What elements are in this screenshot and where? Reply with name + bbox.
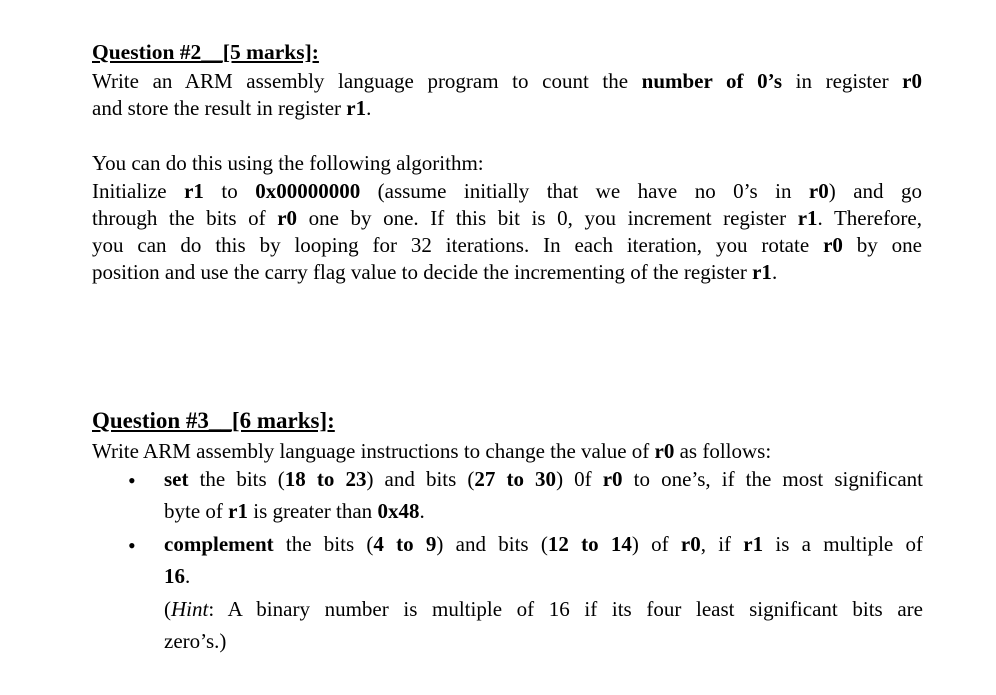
q2-algorithm-line-1: Initialize r1 to 0x00000000 (assume initially that we have no 0’s in r0) and go [92, 179, 922, 203]
q3-bullet-1-line-2: byte of r1 is greater than 0x48. [164, 499, 425, 523]
question-3-heading: Question #3__[6 marks]: [92, 408, 335, 433]
bullet-1-icon: • [128, 468, 136, 493]
q2-algorithm-line-3: you can do this by looping for 32 iterations. In each iteration, you rotate r0 by one [92, 233, 923, 257]
q2-intro-line-2: and store the result in register r1. [92, 96, 372, 120]
q3-hint-line-2: zero’s.) [164, 629, 227, 653]
bullet-2-icon: • [128, 533, 136, 558]
q3-bullet-2-line-1: complement the bits (4 to 9) and bits (12 to 14) of r0, if r1 is a multiple of [164, 532, 923, 556]
q3-bullet-1-line-1: set the bits (18 to 23) and bits (27 to 30) 0f r0 to one’s, if the most significant [164, 467, 923, 491]
q2-algorithm-line-4: position and use the carry flag value to decide the incrementing of the register r1. [92, 260, 778, 284]
q2-intro-line-1: Write an ARM assembly language program to count the number of 0’s in register r0 [92, 69, 922, 93]
q3-hint-line-1: (Hint: A binary number is multiple of 16 if its four least significant bits are [164, 597, 923, 621]
q3-bullet-2-line-2: 16. [164, 564, 191, 588]
q3-intro: Write ARM assembly language instructions to change the value of r0 as follows: [92, 439, 772, 463]
q2-algorithm-line-2: through the bits of r0 one by one. If this bit is 0, you increment register r1. Therefore, [92, 206, 922, 230]
q2-algorithm-title: You can do this using the following algorithm: [92, 151, 484, 175]
question-2-heading: Question #2__[5 marks]: [92, 40, 319, 64]
